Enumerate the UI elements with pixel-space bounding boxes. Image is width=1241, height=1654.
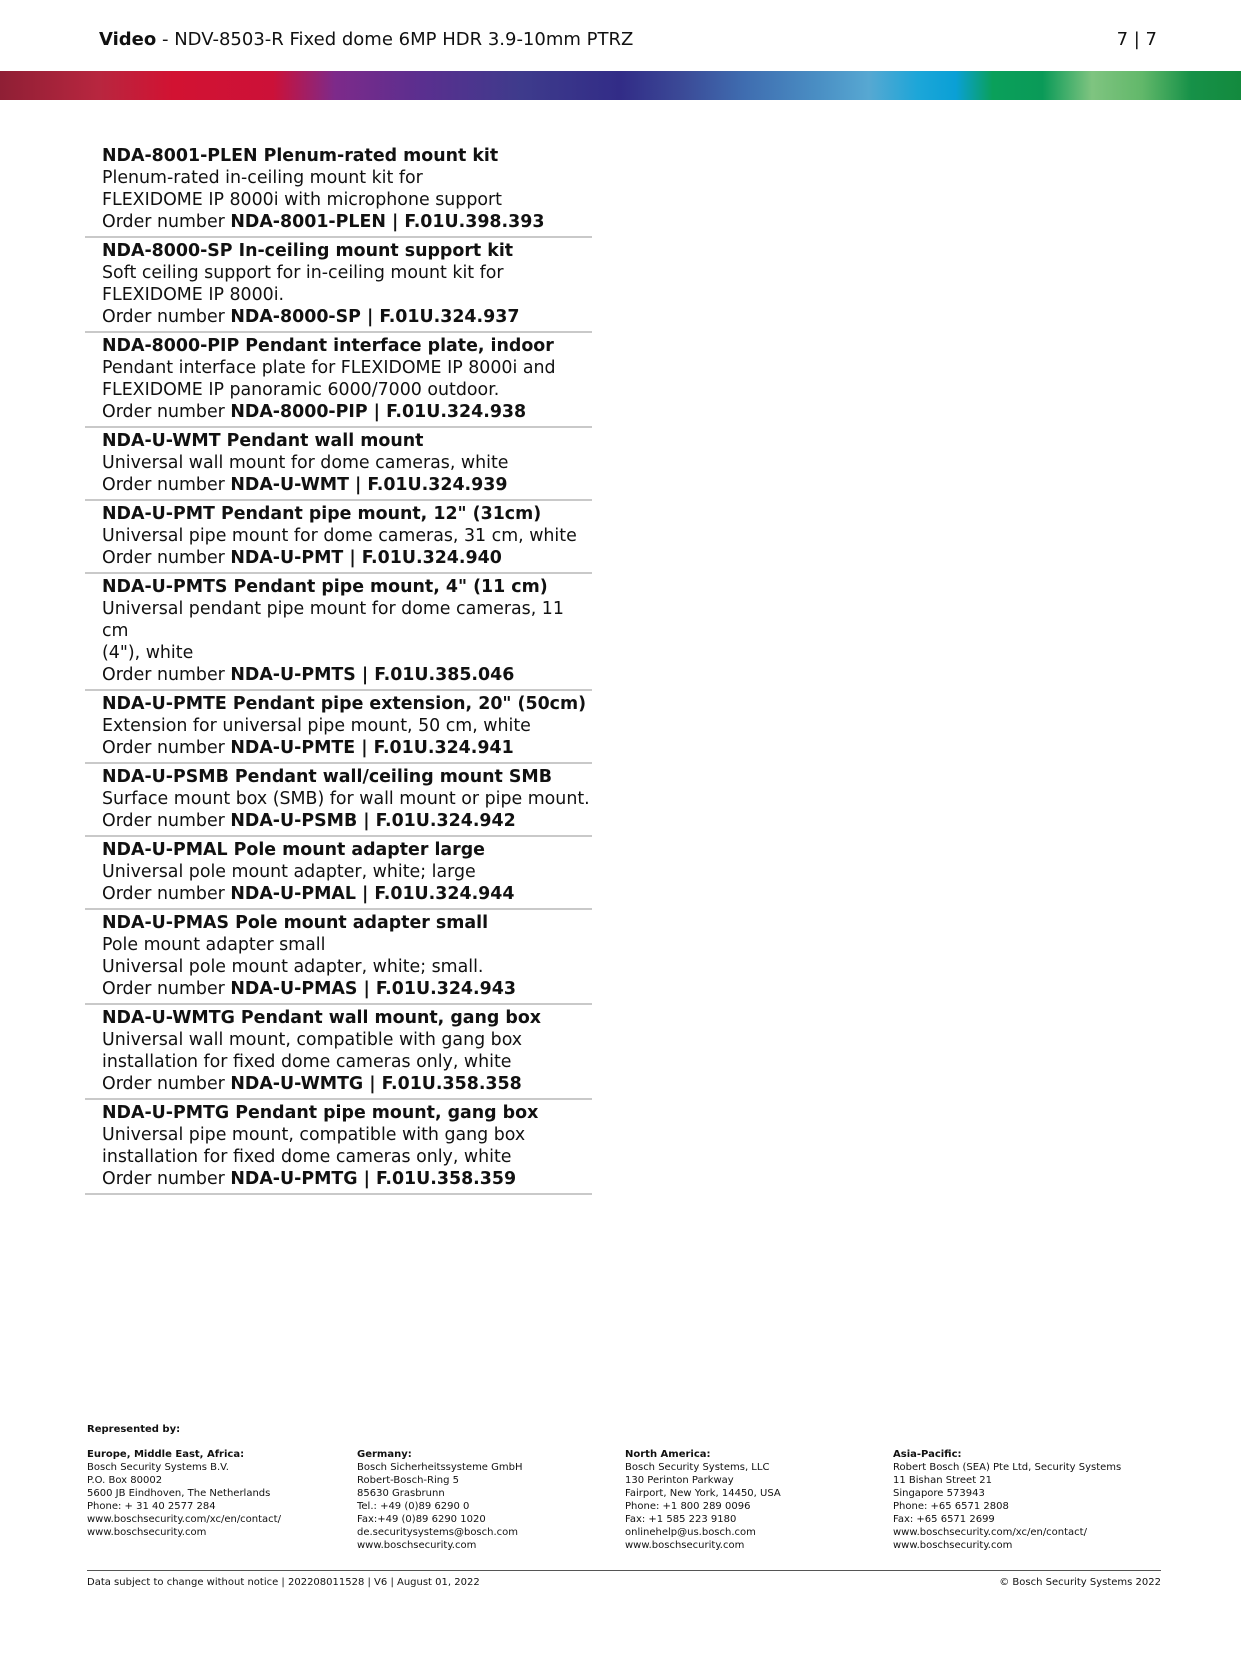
order-label: Order number xyxy=(102,475,231,495)
accessory-title: NDA-U-WMTG Pendant wall mount, gang box xyxy=(102,1008,542,1028)
order-line xyxy=(102,1073,592,1095)
accessory-description: Extension for universal pipe mount, 50 cm, white xyxy=(102,716,531,736)
order-label: Order number xyxy=(102,1169,231,1189)
represented-by-label: Represented by: xyxy=(87,1424,181,1435)
order-label: Order number xyxy=(102,979,231,999)
accessory-title: NDA-8001-PLEN Plenum-rated mount kit xyxy=(102,146,499,166)
order-label: Order number xyxy=(102,738,231,758)
region-line: Bosch Sicherheitssysteme GmbH xyxy=(357,1462,523,1473)
accessory-item xyxy=(85,428,592,501)
order-number: NDA-U-PMAL | F.01U.324.944 xyxy=(230,884,515,904)
order-label: Order number xyxy=(102,884,231,904)
page-header xyxy=(99,27,1157,53)
accessory-item xyxy=(85,691,592,764)
order-label: Order number xyxy=(102,307,231,327)
order-label: Order number xyxy=(102,811,231,831)
accessory-description: Pole mount adapter small Universal pole mount adapter, white; small. xyxy=(102,935,484,977)
order-line xyxy=(102,306,592,328)
page-number: 7 | 7 xyxy=(1116,29,1157,50)
region-line: www.boschsecurity.com xyxy=(87,1527,207,1538)
order-number: NDA-U-PMAS | F.01U.324.943 xyxy=(230,979,516,999)
region-title: North America: xyxy=(625,1449,711,1460)
order-line xyxy=(102,547,592,569)
accessory-item xyxy=(85,910,592,1005)
region-asia-pacific xyxy=(893,1448,1153,1552)
region-line: Bosch Security Systems, LLC xyxy=(625,1462,770,1473)
order-number: NDA-U-PMTG | F.01U.358.359 xyxy=(230,1169,517,1189)
accessory-title: NDA-U-PMTS Pendant pipe mount, 4" (11 cm) xyxy=(102,577,548,597)
region-line: Robert Bosch (SEA) Pte Ltd, Security Systems xyxy=(893,1462,1122,1473)
footer-notice: Data subject to change without notice | 202208011528 | V6 | August 01, 2022 xyxy=(87,1577,480,1588)
accessory-title: NDA-U-PMTE Pendant pipe extension, 20" (50cm) xyxy=(102,694,587,714)
accessory-title: NDA-U-WMT Pendant wall mount xyxy=(102,431,424,451)
region-line: 130 Perinton Parkway xyxy=(625,1475,734,1486)
order-number: NDA-U-PMTE | F.01U.324.941 xyxy=(230,738,514,758)
accessory-description: Universal wall mount for dome cameras, white xyxy=(102,453,509,473)
region-line: 11 Bishan Street 21 xyxy=(893,1475,993,1486)
accessory-item xyxy=(85,764,592,837)
region-line: Bosch Security Systems B.V. xyxy=(87,1462,229,1473)
region-line: Robert-Bosch-Ring 5 xyxy=(357,1475,459,1486)
region-line: Phone: +65 6571 2808 xyxy=(893,1501,1009,1512)
footer-divider xyxy=(87,1570,1161,1571)
accessory-title: NDA-U-PMAS Pole mount adapter small xyxy=(102,913,489,933)
order-line xyxy=(102,1168,592,1190)
accessory-item xyxy=(85,143,592,238)
order-line xyxy=(102,664,592,686)
accessory-description: Surface mount box (SMB) for wall mount or pipe mount. xyxy=(102,789,590,809)
accessory-item xyxy=(85,1005,592,1100)
order-line xyxy=(102,737,592,759)
accessory-item xyxy=(85,837,592,910)
region-line: de.securitysystems@bosch.com xyxy=(357,1527,519,1538)
accessory-title: NDA-U-PSMB Pendant wall/ceiling mount SMB xyxy=(102,767,552,787)
region-line: Fairport, New York, 14450, USA xyxy=(625,1488,781,1499)
order-label: Order number xyxy=(102,212,231,232)
region-emea xyxy=(87,1448,347,1539)
order-line xyxy=(102,474,592,496)
region-line: Fax:+49 (0)89 6290 1020 xyxy=(357,1514,486,1525)
order-number: NDA-U-PSMB | F.01U.324.942 xyxy=(230,811,516,831)
order-label: Order number xyxy=(102,548,231,568)
accessory-description: Universal pipe mount for dome cameras, 31 cm, white xyxy=(102,526,577,546)
order-line xyxy=(102,211,592,233)
accessory-title: NDA-8000-PIP Pendant interface plate, indoor xyxy=(102,336,554,356)
accessory-description: Universal pipe mount, compatible with gang box installation for fixed dome cameras only, white xyxy=(102,1125,526,1167)
region-line: onlinehelp@us.bosch.com xyxy=(625,1527,756,1538)
region-line: 5600 JB Eindhoven, The Netherlands xyxy=(87,1488,271,1499)
accessory-title: NDA-U-PMTG Pendant pipe mount, gang box xyxy=(102,1103,539,1123)
region-line: Singapore 573943 xyxy=(893,1488,985,1499)
order-number: NDA-8000-PIP | F.01U.324.938 xyxy=(230,402,527,422)
order-number: NDA-8000-SP | F.01U.324.937 xyxy=(230,307,520,327)
accessory-title: NDA-U-PMAL Pole mount adapter large xyxy=(102,840,485,860)
header-product: NDV-8503-R Fixed dome 6MP HDR 3.9-10mm PTRZ xyxy=(174,29,634,50)
region-line: Fax: +65 6571 2699 xyxy=(893,1514,995,1525)
accessory-description: Plenum-rated in-ceiling mount kit for FLEXIDOME IP 8000i with microphone support xyxy=(102,168,502,210)
region-title: Europe, Middle East, Africa: xyxy=(87,1449,245,1460)
order-label: Order number xyxy=(102,402,231,422)
footer-copyright: © Bosch Security Systems 2022 xyxy=(999,1577,1161,1588)
order-number: NDA-U-PMTS | F.01U.385.046 xyxy=(230,665,515,685)
accessory-description: Universal wall mount, compatible with gang box installation for fixed dome cameras only, white xyxy=(102,1030,523,1072)
accessory-title: NDA-U-PMT Pendant pipe mount, 12" (31cm) xyxy=(102,504,542,524)
order-line xyxy=(102,883,592,905)
region-line: www.boschsecurity.com xyxy=(625,1540,745,1551)
accessory-item xyxy=(85,1100,592,1195)
region-north-america xyxy=(625,1448,885,1552)
order-label: Order number xyxy=(102,665,231,685)
region-line: www.boschsecurity.com xyxy=(893,1540,1013,1551)
brand-color-band xyxy=(0,71,1241,100)
accessory-title: NDA-8000-SP In-ceiling mount support kit xyxy=(102,241,514,261)
header-separator: - xyxy=(156,29,175,50)
region-line: www.boschsecurity.com xyxy=(357,1540,477,1551)
region-line: 85630 Grasbrunn xyxy=(357,1488,445,1499)
accessory-description: Universal pole mount adapter, white; large xyxy=(102,862,476,882)
region-line: Phone: + 31 40 2577 284 xyxy=(87,1501,216,1512)
order-number: NDA-8001-PLEN | F.01U.398.393 xyxy=(230,212,545,232)
accessory-item xyxy=(85,574,592,691)
region-title: Germany: xyxy=(357,1449,412,1460)
accessory-item xyxy=(85,333,592,428)
accessory-description: Soft ceiling support for in-ceiling mount kit for FLEXIDOME IP 8000i. xyxy=(102,263,504,305)
accessory-item xyxy=(85,501,592,574)
order-number: NDA-U-WMT | F.01U.324.939 xyxy=(230,475,508,495)
accessory-item xyxy=(85,238,592,333)
order-line xyxy=(102,978,592,1000)
accessory-description: Pendant interface plate for FLEXIDOME IP 8000i and FLEXIDOME IP panoramic 6000/7000 outdoor. xyxy=(102,358,556,400)
region-line: www.boschsecurity.com/xc/en/contact/ xyxy=(893,1527,1087,1538)
order-number: NDA-U-PMT | F.01U.324.940 xyxy=(230,548,502,568)
accessory-description: Universal pendant pipe mount for dome cameras, 11 cm (4"), white xyxy=(102,599,564,663)
order-number: NDA-U-WMTG | F.01U.358.358 xyxy=(230,1074,522,1094)
header-category: Video xyxy=(99,29,157,50)
accessories-list xyxy=(85,143,592,1195)
region-line: Fax: +1 585 223 9180 xyxy=(625,1514,737,1525)
region-title: Asia-Pacific: xyxy=(893,1449,962,1460)
region-line: www.boschsecurity.com/xc/en/contact/ xyxy=(87,1514,281,1525)
order-line xyxy=(102,401,592,423)
order-label: Order number xyxy=(102,1074,231,1094)
region-germany xyxy=(357,1448,617,1552)
region-line: Tel.: +49 (0)89 6290 0 xyxy=(357,1501,470,1512)
region-line: Phone: +1 800 289 0096 xyxy=(625,1501,751,1512)
order-line xyxy=(102,810,592,832)
region-line: P.O. Box 80002 xyxy=(87,1475,163,1486)
